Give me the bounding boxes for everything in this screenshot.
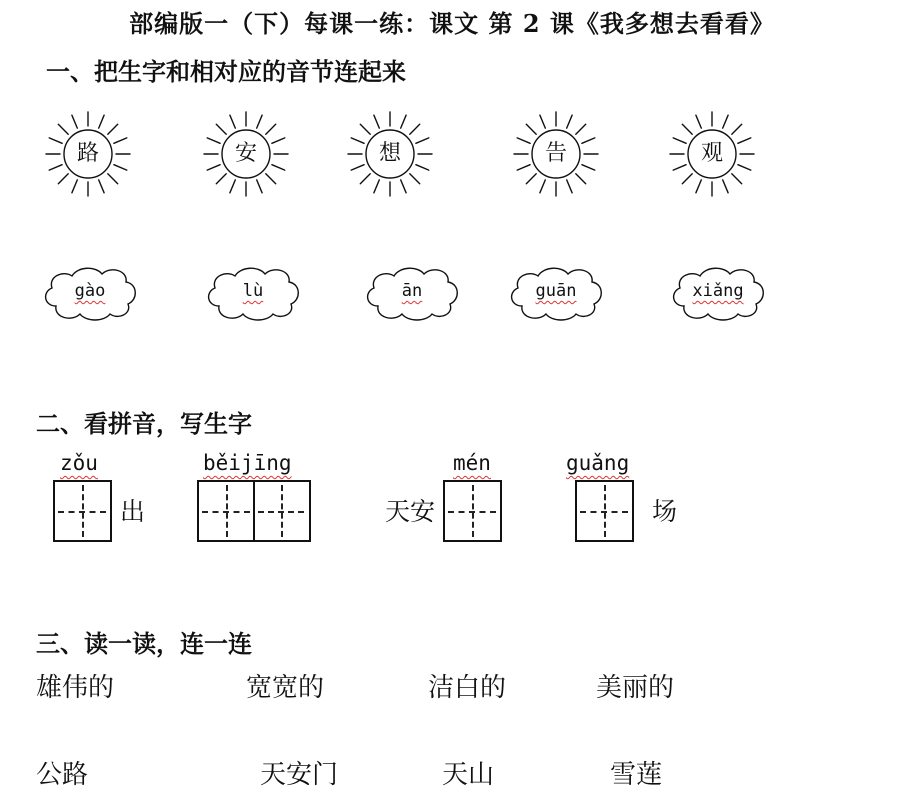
- pinyin-prompt-3: mén: [453, 451, 491, 475]
- cloud-syllable-1[interactable]: [40, 262, 140, 324]
- grid-cell[interactable]: [253, 482, 307, 540]
- sun-character-5[interactable]: [664, 106, 760, 202]
- sun-character-1[interactable]: [40, 106, 136, 202]
- sun-character-2[interactable]: [198, 106, 294, 202]
- noun-1[interactable]: 公路: [36, 760, 89, 790]
- adjective-3[interactable]: 洁白的: [428, 673, 507, 703]
- adjective-4[interactable]: 美丽的: [596, 673, 675, 703]
- noun-3[interactable]: 天山: [442, 760, 495, 790]
- syllable-label: guān: [535, 281, 577, 301]
- writing-grid-2[interactable]: [197, 480, 311, 542]
- pinyin-prompt-1: zǒu: [60, 451, 98, 475]
- section1-heading: 一、把生字和相对应的音节连起来: [46, 58, 406, 86]
- pinyin-prompt-4: guǎng: [566, 451, 630, 475]
- character-label: 观: [700, 141, 723, 166]
- noun-4[interactable]: 雪莲: [610, 760, 663, 790]
- cloud-syllable-3[interactable]: [362, 262, 462, 324]
- character-label: 想: [378, 141, 401, 166]
- pinyin-prompt-2: běijīng: [203, 451, 292, 475]
- writing-grid-4[interactable]: [575, 480, 634, 542]
- grid-cell[interactable]: [577, 482, 631, 540]
- section2-heading: 二、看拼音，写生字: [36, 410, 252, 438]
- character-label: 告: [544, 141, 567, 166]
- grid-cell[interactable]: [55, 482, 109, 540]
- writing-grid-3[interactable]: [443, 480, 502, 542]
- section3-heading: 三、读一读，连一连: [36, 630, 252, 658]
- word-prefix-3: 天安: [385, 497, 436, 526]
- page-title: 部编版一（下）每课一练：课文 第 2 课《我多想去看看》: [129, 9, 775, 38]
- word-suffix-4: 场: [652, 497, 678, 526]
- character-label: 路: [76, 141, 99, 166]
- syllable-label: xiǎng: [692, 281, 744, 301]
- sun-character-4[interactable]: [508, 106, 604, 202]
- sun-character-3[interactable]: [342, 106, 438, 202]
- syllable-label: gào: [74, 281, 106, 301]
- syllable-label: lù: [242, 281, 264, 301]
- grid-cell[interactable]: [199, 482, 253, 540]
- noun-2[interactable]: 天安门: [260, 760, 339, 790]
- writing-grid-1[interactable]: [53, 480, 112, 542]
- cloud-syllable-5[interactable]: [668, 262, 768, 324]
- cloud-syllable-2[interactable]: [203, 262, 303, 324]
- adjective-2[interactable]: 宽宽的: [246, 673, 325, 703]
- adjective-1[interactable]: 雄伟的: [36, 673, 115, 703]
- character-label: 安: [234, 141, 257, 166]
- grid-cell[interactable]: [445, 482, 499, 540]
- syllable-label: ān: [401, 281, 423, 301]
- word-suffix-1: 出: [120, 497, 146, 526]
- cloud-syllable-4[interactable]: [506, 262, 606, 324]
